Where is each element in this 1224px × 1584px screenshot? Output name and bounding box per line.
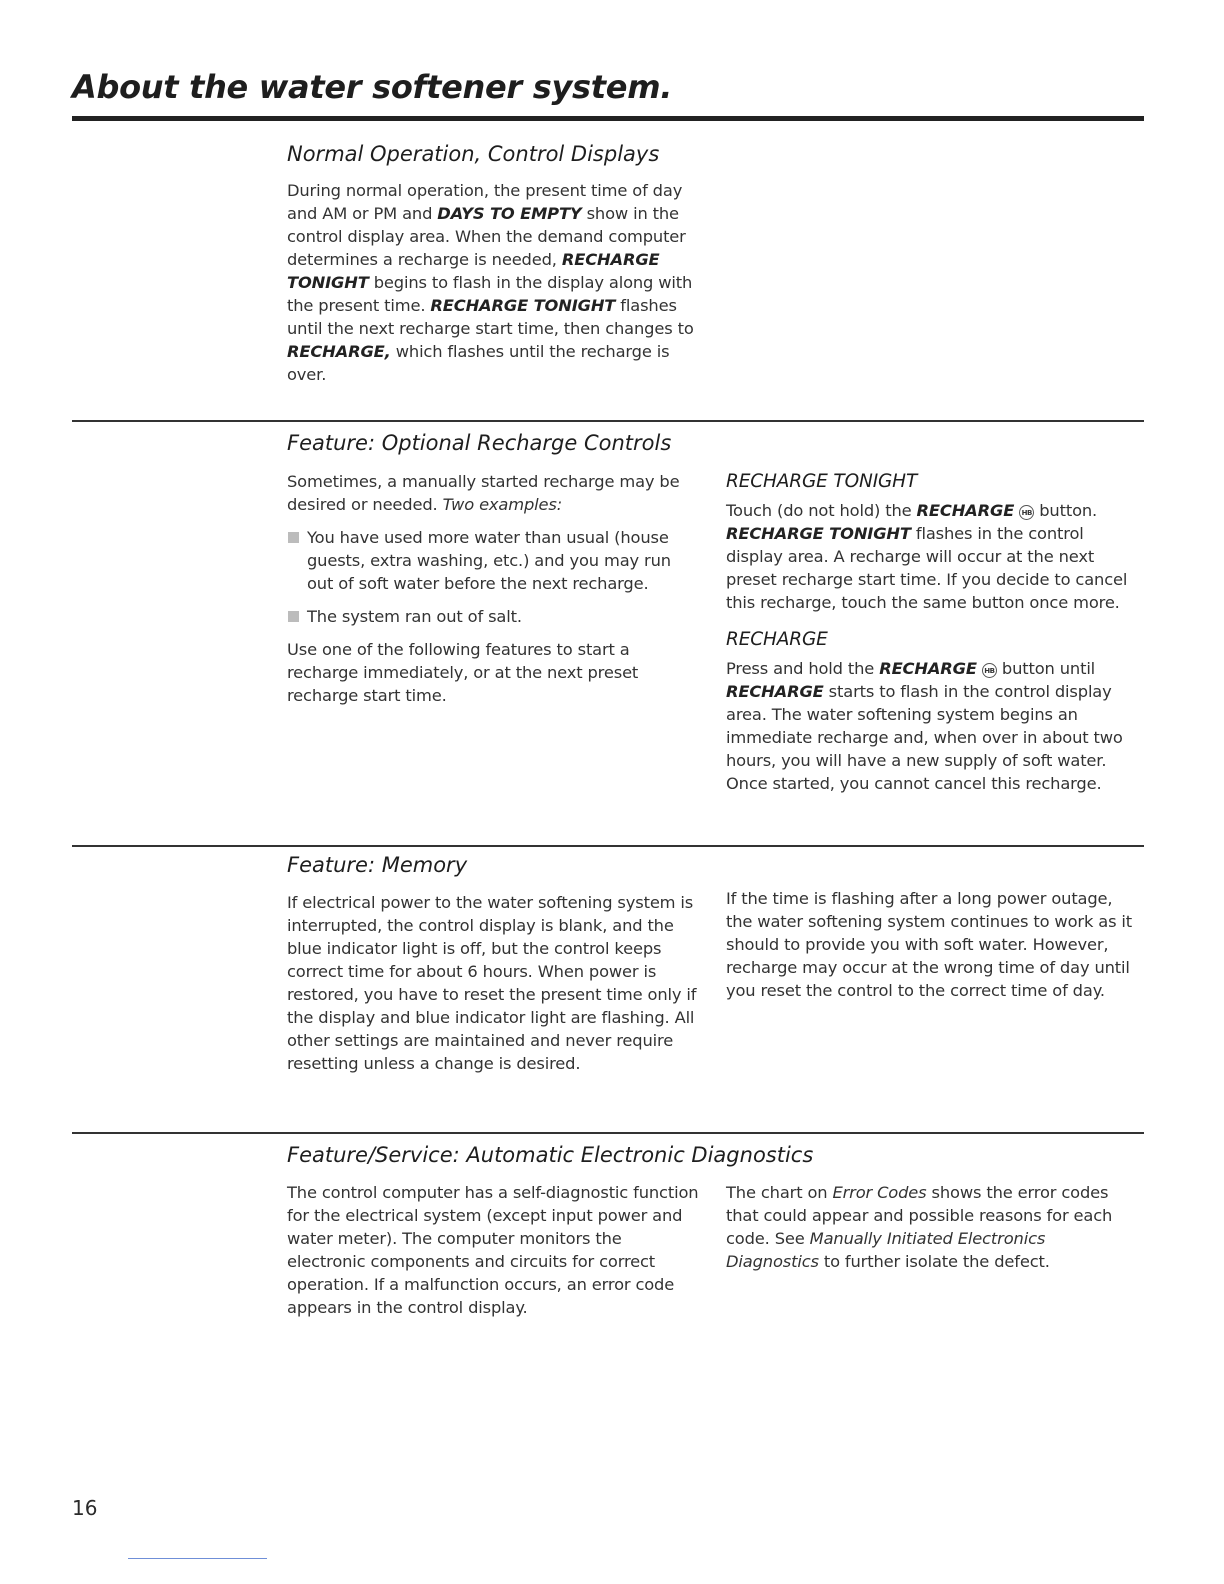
memory-right-paragraph: If the time is flashing after a long power outage, the water softening system continues to work as it should to provide you with soft water. However, recharge may occur at the wrong time of day until you reset the control to the correct time of day. (726, 889, 1133, 1000)
recharge-paragraph: Press and hold the RECHARGE HB button until RECHARGE starts to flash in the control display area. The water softening system begins an immediate recharge and, when over in about two hours, you will have a new supply of soft water. Once started, you cannot cancel this recharge. (726, 659, 1123, 793)
diagnostics-left-column (287, 1181, 699, 1329)
page-title: About the water softener system. (72, 68, 673, 106)
section-divider (72, 1132, 1144, 1134)
diagnostics-right-column (726, 1181, 1138, 1283)
normal-operation-paragraph: During normal operation, the present time of day and AM or PM and DAYS TO EMPTY show in the control display area. When the demand computer determines a recharge is needed, RECHARGE TONIGHT begins to flash in the display along with the present time. RECHARGE TONIGHT flashes until the next recharge start time, then changes to RECHARGE, which flashes until the recharge is over. (287, 181, 694, 384)
normal-operation-text (287, 179, 697, 396)
recharge-tonight-paragraph: Touch (do not hold) the RECHARGE HB button. RECHARGE TONIGHT flashes in the control display area. A recharge will occur at the next preset recharge start time. If you decide to cancel this recharge, touch the same button once more. (726, 501, 1128, 612)
subhead-recharge: RECHARGE (726, 629, 828, 650)
section-heading-normal-operation: Normal Operation, Control Displays (287, 142, 660, 166)
optional-recharge-intro: Sometimes, a manually started recharge may be desired or needed. Two examples: (287, 472, 680, 514)
bottom-link-line (128, 1558, 267, 1559)
section-divider (72, 420, 1144, 422)
recharge-button-icon: HB (1019, 505, 1034, 520)
section-heading-optional-recharge: Feature: Optional Recharge Controls (287, 431, 672, 455)
bullet-square-icon (288, 611, 299, 622)
memory-left-paragraph: If electrical power to the water softening system is interrupted, the control display is blank, and the blue indicator light is off, but the control keeps correct time for about 6 hours. When power is restored, you have to reset the present time only if the display and blue indicator light are flashing. All other settings are maintained and never require resetting unless a change is desired. (287, 893, 697, 1073)
section-heading-memory: Feature: Memory (287, 853, 468, 877)
bullet-item-out-of-salt: The system ran out of salt. (287, 605, 692, 628)
section-divider (72, 845, 1144, 847)
recharge-button-icon: HB (982, 663, 997, 678)
title-rule (72, 116, 1144, 121)
diagnostics-left-paragraph: The control computer has a self-diagnostic function for the electrical system (except input power and water meter). The computer monitors the electronic components and circuits for correct operation. If a malfunction occurs, an error code appears in the control display. (287, 1183, 699, 1317)
diagnostics-right-paragraph: The chart on Error Codes shows the error codes that could appear and possible reasons for each code. See Manually Initiated Electronics Diagnostics to further isolate the defect. (726, 1183, 1113, 1271)
memory-right-column (726, 887, 1138, 1012)
bullet-item-extra-water: You have used more water than usual (house guests, extra washing, etc.) and you may run out of soft water before the next recharge. (287, 526, 692, 595)
subhead-recharge-tonight: RECHARGE TONIGHT (726, 471, 918, 492)
page-number: 16 (72, 1496, 98, 1520)
section-heading-diagnostics: Feature/Service: Automatic Electronic Diagnostics (287, 1143, 814, 1167)
optional-recharge-outro: Use one of the following features to start a recharge immediately, or at the next preset recharge start time. (287, 640, 639, 705)
optional-recharge-right-column (726, 470, 1144, 805)
optional-recharge-left-column (287, 470, 692, 717)
bullet-square-icon (288, 532, 299, 543)
memory-left-column (287, 891, 699, 1085)
